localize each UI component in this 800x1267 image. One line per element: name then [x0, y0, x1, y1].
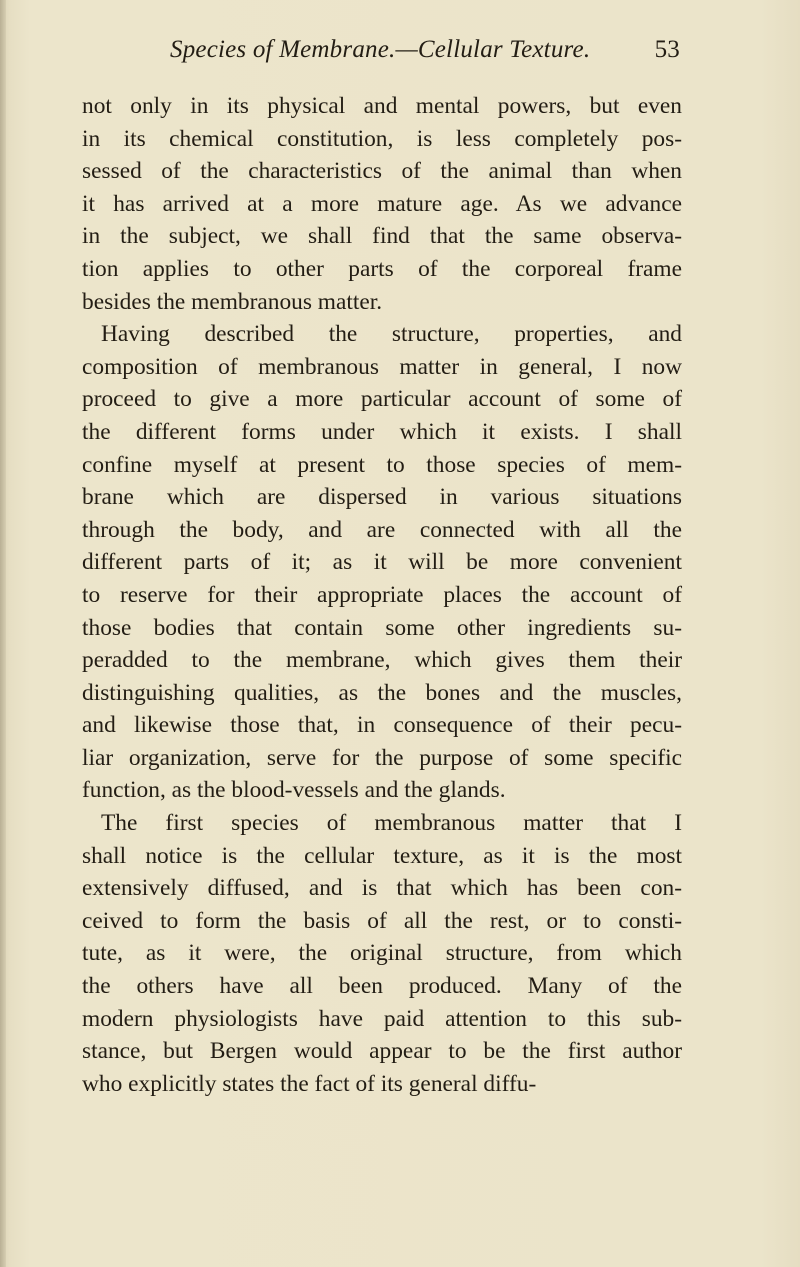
running-head [170, 36, 680, 70]
running-head-title: Species of Membrane.—Cellular Texture. [170, 36, 591, 63]
text-line: confine myself at present to those species of mem- [82, 451, 682, 478]
text-line: function, as the blood-vessels and the glands. [82, 777, 506, 804]
text-line: the different forms under which it exists. I shall [82, 418, 682, 445]
text-line: proceed to give a more particular account of some of [82, 386, 682, 413]
text-line: it has arrived at a more mature age. As we advance [82, 190, 682, 217]
text-line: sessed of the characteristics of the animal than when [82, 158, 682, 185]
text-line: tute, as it were, the original structure, from which [82, 940, 682, 967]
text-line: in the subject, we shall find that the same observa- [82, 223, 682, 250]
text-line: ceived to form the basis of all the rest, or to consti- [82, 907, 682, 934]
text-line: extensively diffused, and is that which has been con- [82, 875, 682, 902]
page-number: 53 [654, 36, 680, 63]
page-binding-edge [0, 0, 6, 1267]
text-line: through the body, and are connected with all the [82, 516, 682, 543]
text-line: different parts of it; as it will be more convenient [82, 549, 682, 576]
text-line: Having described the structure, properties, and [101, 321, 682, 348]
text-line: not only in its physical and mental powers, but even [82, 93, 682, 119]
text-line: modern physiologists have paid attention to this sub- [82, 1005, 682, 1032]
text-line: and likewise those that, in consequence of their pecu- [82, 712, 682, 739]
text-line: peradded to the membrane, which gives them their [82, 647, 682, 674]
text-line: stance, but Bergen would appear to be the first author [82, 1038, 682, 1065]
text-line: the others have all been produced. Many of the [82, 973, 682, 1000]
text-line: liar organization, serve for the purpose of some specific [82, 744, 682, 771]
text-line: composition of membranous matter in general, I now [82, 353, 682, 380]
text-line: brane which are dispersed in various situations [82, 484, 682, 511]
text-line: The first species of membranous matter that I [101, 810, 682, 837]
text-line: who explicitly states the fact of its general diffu- [82, 1070, 537, 1097]
text-line: distinguishing qualities, as the bones and the muscles, [82, 679, 682, 706]
text-line: tion applies to other parts of the corporeal frame [82, 255, 682, 282]
body-text [82, 90, 682, 1100]
text-line: those bodies that contain some other ingredients su- [82, 614, 682, 641]
text-line: to reserve for their appropriate places the account of [82, 581, 682, 608]
text-line: besides the membranous matter. [82, 288, 383, 315]
text-line: shall notice is the cellular texture, as it is the most [82, 842, 682, 869]
text-line: in its chemical constitution, is less completely pos- [82, 125, 682, 152]
